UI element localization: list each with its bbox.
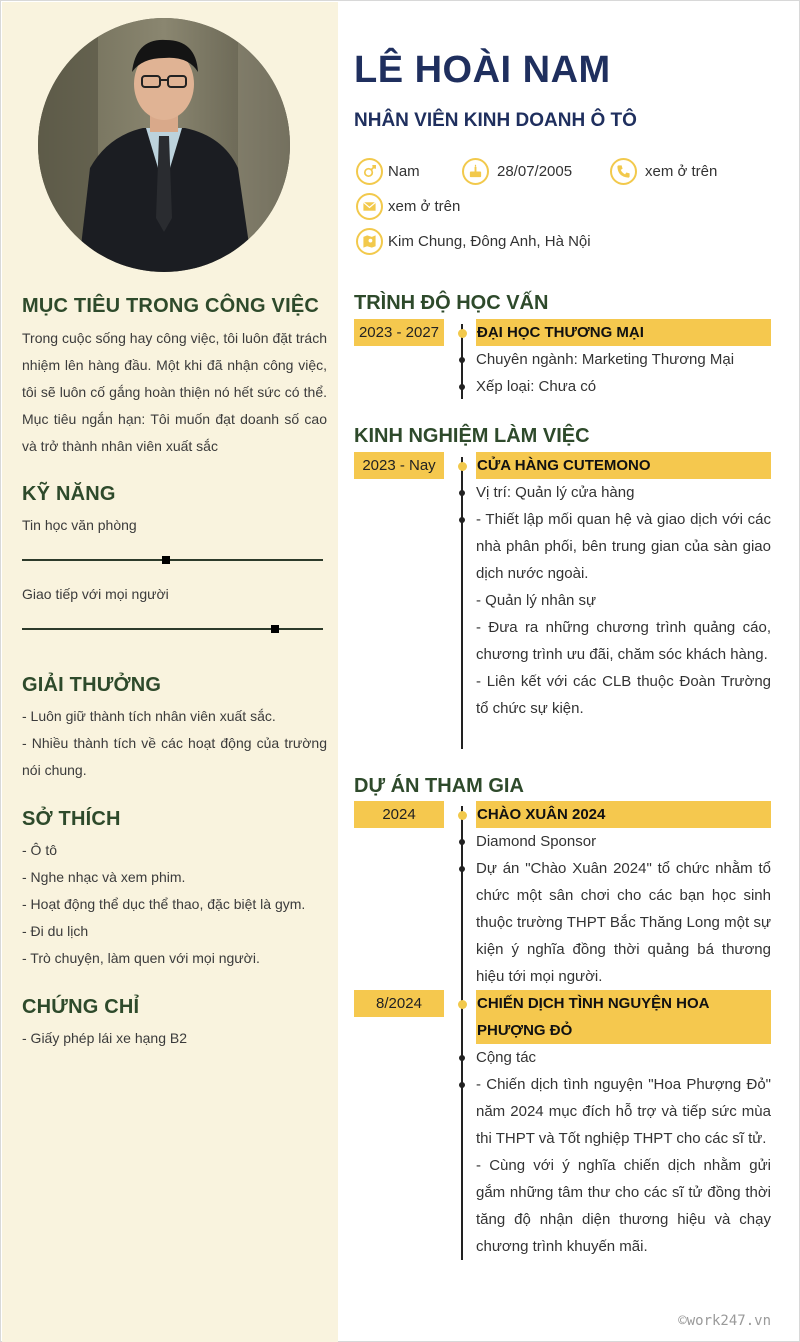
cake-icon [462,158,489,185]
experience-heading: KINH NGHIỆM LÀM VIỆC [354,425,590,447]
bullet-dot [459,357,465,363]
education-grade: Xếp loại: Chưa có [476,378,597,395]
skill-level-marker [162,556,170,564]
awards-heading: GIẢI THƯỞNG [22,674,162,696]
timeline-dot [458,462,467,471]
project-desc-line: - Chiến dịch tình nguyện "Hoa Phượng Đỏ" năm 2024 mục đích hỗ trợ và tiếp sức mùa thi THPT và Tốt nghiệp THPT cho các sĩ tử. [476,1076,771,1147]
experience-desc-line: - Đưa ra những chương trình quảng cáo, chương trình ưu đãi, chăm sóc khách hàng. [476,619,771,663]
phone-value: xem ở trên [645,163,718,180]
objective-heading: MỤC TIÊU TRONG CÔNG VIỆC [22,295,320,317]
certificate-item: - Giấy phép lái xe hạng B2 [22,1030,187,1046]
phone-icon [610,158,637,185]
project-role: Cộng tác [476,1049,537,1066]
experience-company: CỬA HÀNG CUTEMONO [476,452,771,479]
timeline-line [461,806,463,1260]
project-desc-line: - Cùng với ý nghĩa chiến dịch nhằm gửi gắm những tâm thư cho các sĩ tử đồng thời tăng độ nhận diện thương hiệu và chạy chương trình khuyến mãi. [476,1157,771,1255]
experience-desc-line: - Liên kết với các CLB thuộc Đoàn Trường tổ chức sự kiện. [476,673,771,717]
skill-name: Tin học văn phòng [22,517,137,533]
email-value: xem ở trên [388,198,461,215]
hobby-item: - Nghe nhạc và xem phim. [22,869,186,885]
mail-icon [356,193,383,220]
awards-list [22,703,327,784]
project-name: CHÀO XUÂN 2024 [476,801,771,828]
education-major: Chuyên ngành: Marketing Thương Mại [476,351,735,368]
hobbies-heading: SỞ THÍCH [22,808,121,830]
address-value: Kim Chung, Đông Anh, Hà Nội [388,233,591,250]
project-date: 2024 [354,801,444,828]
birthday-value: 28/07/2005 [497,163,573,180]
candidate-role: NHÂN VIÊN KINH DOANH Ô TÔ [354,110,637,131]
hobby-item: - Trò chuyện, làm quen với mọi người. [22,950,260,966]
skill-bar [22,628,323,630]
award-item: - Nhiều thành tích về các hoạt động của trường nói chung. [22,735,327,778]
bullet-dot [459,839,465,845]
award-item: - Luôn giữ thành tích nhân viên xuất sắc. [22,708,276,724]
certificates-heading: CHỨNG CHỈ [22,996,140,1018]
education-heading: TRÌNH ĐỘ HỌC VẤN [354,292,549,314]
bullet-dot [459,384,465,390]
timeline-dot [458,1000,467,1009]
education-school: ĐẠI HỌC THƯƠNG MẠI [476,319,771,346]
gender-value: Nam [388,163,420,180]
skills-heading: KỸ NĂNG [22,483,116,505]
objective-text: Trong cuộc sống hay công việc, tôi luôn đặt trách nhiệm lên hàng đầu. Một khi đã nhận công việc, tôi sẽ luôn cố gắng hoàn thiện nó hết sức có thể. Mục tiêu ngắn hạn: Tôi muốn đạt doanh số cao và trở thành nhân viên xuất sắc [22,330,327,454]
map-icon [356,228,383,255]
bullet-dot [459,517,465,523]
skill-bar [22,559,323,561]
timeline-dot [458,329,467,338]
timeline-line [461,457,463,749]
candidate-name: LÊ HOÀI NAM [354,49,611,91]
project-role: Diamond Sponsor [476,833,597,850]
gender-icon [356,158,383,185]
project-description: Dự án "Chào Xuân 2024" tổ chức nhằm tổ chức một sân chơi cho các bạn học sinh thuộc trường THPT Bắc Thăng Long một sự kiện ý nghĩa đồng thời quảng bá thương hiệu tới mọi người. [476,860,771,985]
hobby-item: - Hoạt động thể dục thể thao, đặc biệt là gym. [22,896,306,912]
timeline-dot [458,811,467,820]
experience-date: 2023 - Nay [354,452,444,479]
hobbies-list [22,837,327,972]
project-date: 8/2024 [354,990,444,1017]
bullet-dot [459,1055,465,1061]
experience-desc-line: - Thiết lập mối quan hệ và giao dịch với các nhà phân phối, bên trung gian của sàn giao dịch nước ngoài. [476,511,771,582]
bullet-dot [459,490,465,496]
skill-level-marker [271,625,279,633]
skill-name: Giao tiếp với mọi người [22,586,169,602]
watermark: ©work247.vn [678,1313,771,1329]
projects-heading: DỰ ÁN THAM GIA [354,775,524,797]
hobby-item: - Ô tô [22,842,58,858]
profile-photo [38,18,290,272]
project-name: CHIẾN DỊCH TÌNH NGUYỆN HOA PHƯỢNG ĐỎ [476,990,771,1044]
education-date: 2023 - 2027 [354,319,444,346]
experience-position: Vị trí: Quản lý cửa hàng [476,484,635,501]
experience-description [476,506,771,722]
project-description [476,1071,771,1260]
hobby-item: - Đi du lịch [22,923,89,939]
experience-desc-line: - Quản lý nhân sự [476,592,597,609]
bullet-dot [459,1082,465,1088]
bullet-dot [459,866,465,872]
